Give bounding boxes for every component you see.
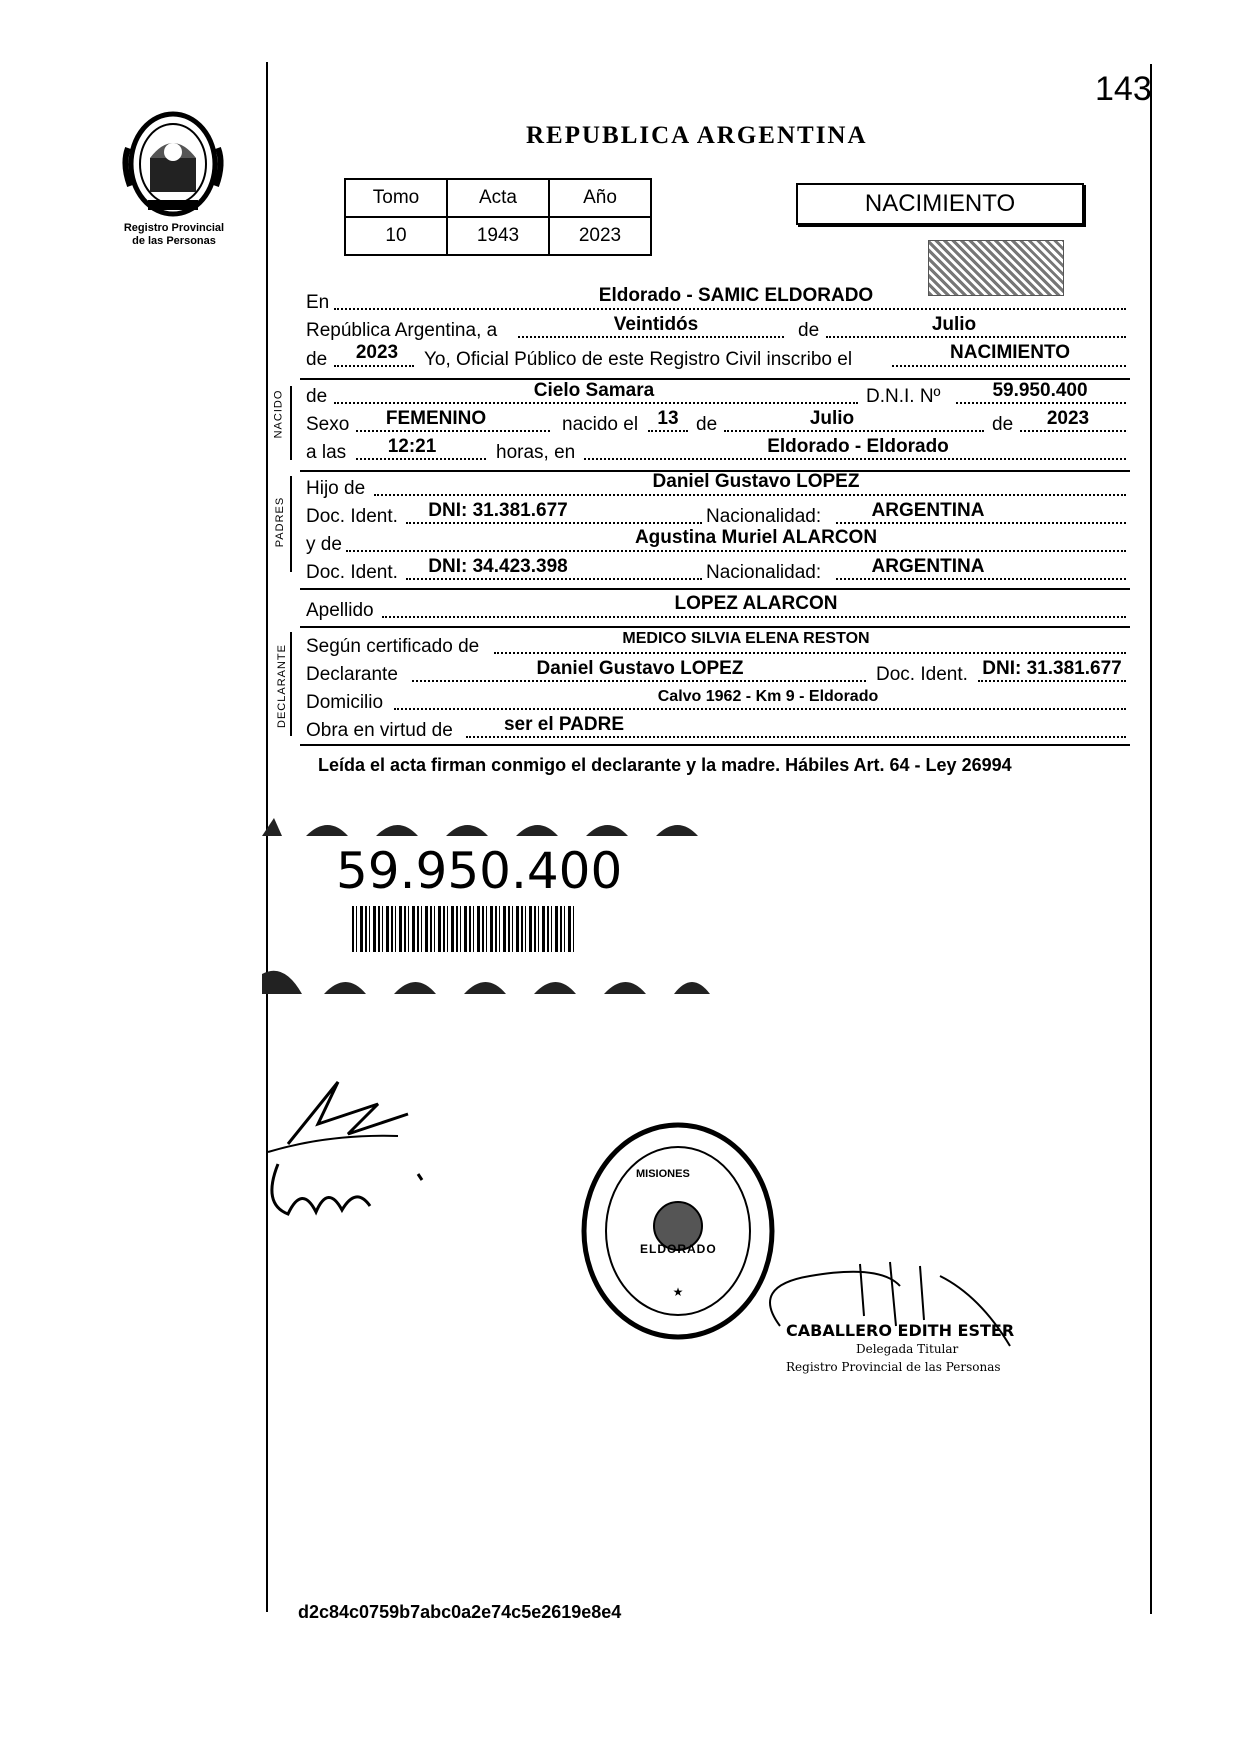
birth-month: Julio <box>809 408 855 429</box>
madre-nac-label: Nacionalidad: <box>706 562 822 583</box>
birth-place: Eldorado - SAMIC ELDORADO <box>598 285 874 306</box>
anio-label: Año <box>549 179 651 217</box>
lugar-nac-dots <box>584 458 1126 460</box>
mes-dots <box>826 336 1126 338</box>
dni-dots <box>956 402 1126 404</box>
declarant-address: Calvo 1962 - Km 9 - Eldorado <box>657 688 879 705</box>
mother-name: Agustina Muriel ALARCON <box>634 527 878 548</box>
mes-nac-dots <box>724 430 984 432</box>
padre-doc-dots <box>406 522 702 524</box>
acta-value: 1943 <box>447 217 549 255</box>
delegate-office: Registro Provincial de las Personas <box>786 1360 1001 1374</box>
child-dni: 59.950.400 <box>992 380 1088 401</box>
padre-doc-label: Doc. Ident. <box>306 506 398 527</box>
madre-doc-dots <box>406 578 702 580</box>
tomo-acta-table <box>344 178 652 256</box>
de-label-1: de <box>798 320 820 341</box>
padres-bracket <box>290 476 298 572</box>
logo-caption-line2: de las Personas <box>132 235 216 247</box>
child-name: Cielo Samara <box>533 380 655 401</box>
padre-nac-label: Nacionalidad: <box>706 506 822 527</box>
registration-day: Veintidós <box>613 314 699 335</box>
nacido-de-label-3: de <box>992 414 1014 435</box>
padres-divider <box>300 588 1130 590</box>
delegate-role: Delegada Titular <box>856 1342 959 1356</box>
cert-label: Según certificado de <box>306 636 480 657</box>
page-number: 143 <box>1095 70 1152 108</box>
apellido-label: Apellido <box>306 600 374 621</box>
surname: LOPEZ ALARCON <box>674 593 838 614</box>
misiones-logo <box>118 108 228 220</box>
father-name: Daniel Gustavo LOPEZ <box>652 471 860 492</box>
madre-nac-dots <box>836 578 1126 580</box>
hijo-de-label: Hijo de <box>306 478 366 499</box>
dni-label: D.N.I. Nº <box>866 386 941 407</box>
tipo-dots <box>892 365 1126 367</box>
mother-document: DNI: 34.423.398 <box>428 556 568 577</box>
domicilio-dots <box>394 708 1126 710</box>
nacido-de-label: de <box>306 386 328 407</box>
madre-dots <box>346 550 1126 552</box>
document-type-box <box>796 183 1084 225</box>
anio-value: 2023 <box>549 217 651 255</box>
child-sex: FEMENINO <box>385 408 487 429</box>
dni-number: 59.950.400 <box>336 842 623 900</box>
padre-dots <box>374 494 1126 496</box>
delegate-name: CABALLERO EDITH ESTER <box>786 1321 1015 1340</box>
security-hologram <box>928 240 1064 296</box>
apellido-dots <box>382 616 1126 618</box>
declarante-section-label: DECLARANTE <box>275 644 288 728</box>
birth-year: 2023 <box>1046 408 1090 429</box>
dni-barcode <box>352 906 574 952</box>
birth-time: 12:21 <box>387 436 437 457</box>
signing-note: Leída el acta firman conmigo el declarante y la madre. Hábiles Art. 64 - Ley 26994 <box>318 755 1012 775</box>
registration-month: Julio <box>931 314 977 335</box>
cert-dots <box>494 652 1126 654</box>
nacido-el-label: nacido el <box>562 414 639 435</box>
declarante-dots <box>412 680 866 682</box>
obra-label: Obra en virtud de <box>306 720 453 741</box>
nacido-section-label: NACIDO <box>272 389 285 439</box>
nacido-de-label-2: de <box>696 414 718 435</box>
declarante-doc-label: Doc. Ident. <box>876 664 968 685</box>
tomo-value: 10 <box>345 217 447 255</box>
mother-nationality: ARGENTINA <box>871 556 985 577</box>
domicilio-label: Domicilio <box>306 692 384 713</box>
republica-label: República Argentina, a <box>306 320 498 341</box>
apellido-divider <box>300 626 1130 628</box>
padres-section-label: PADRES <box>274 496 287 548</box>
anio-nac-dots <box>1020 430 1126 432</box>
anio-dots <box>334 365 414 367</box>
dia-nac-dots <box>648 430 688 432</box>
stamp-center-text: ELDORADO <box>640 1242 717 1256</box>
en-dots <box>334 308 1126 310</box>
right-margin-line <box>1150 64 1152 1614</box>
hora-dots <box>356 458 486 460</box>
alas-label: a las <box>306 442 347 463</box>
declarant-role: ser el PADRE <box>503 714 625 735</box>
registration-year: 2023 <box>355 342 399 363</box>
declarante-doc-dots <box>978 680 1126 682</box>
birth-day: 13 <box>657 408 679 429</box>
declarante-bracket <box>290 632 298 736</box>
logo-caption <box>104 222 244 248</box>
document-title: REPUBLICA ARGENTINA <box>526 122 868 149</box>
registrar-signature <box>258 1074 438 1234</box>
declarant-document: DNI: 31.381.677 <box>982 658 1122 679</box>
father-nationality: ARGENTINA <box>871 500 985 521</box>
logo-caption-line1: Registro Provincial <box>123 222 225 234</box>
horas-label: horas, en <box>496 442 576 463</box>
inscribo-label: Yo, Oficial Público de este Registro Civil inscribo el <box>424 349 853 370</box>
de-label-2: de <box>306 349 328 370</box>
y-de-label: y de <box>306 534 342 555</box>
nacido-bracket <box>290 386 298 460</box>
sexo-dots <box>356 430 550 432</box>
madre-doc-label: Doc. Ident. <box>306 562 398 583</box>
svg-text:★: ★ <box>672 1285 684 1299</box>
declarante-label: Declarante <box>306 664 398 685</box>
obra-dots <box>466 736 1126 738</box>
sexo-label: Sexo <box>306 414 350 435</box>
birth-location: Eldorado - Eldorado <box>767 436 949 457</box>
document-type: NACIMIENTO <box>864 190 1016 217</box>
padre-nac-dots <box>836 522 1126 524</box>
declarante-divider <box>300 744 1130 746</box>
acta-label: Acta <box>447 179 549 217</box>
nombre-dots <box>334 402 858 404</box>
certificate-source: MEDICO SILVIA ELENA RESTON <box>622 630 870 647</box>
signature-block <box>786 1322 1014 1376</box>
dia-dots <box>518 336 784 338</box>
document-hash: d2c84c0759b7abc0a2e74c5e2619e8e4 <box>298 1602 622 1622</box>
en-label: En <box>306 292 330 313</box>
registration-type: NACIMIENTO <box>950 342 1070 363</box>
stamp-side-text: MISIONES <box>636 1168 690 1180</box>
father-document: DNI: 31.381.677 <box>428 500 568 521</box>
declarant-name: Daniel Gustavo LOPEZ <box>536 658 744 679</box>
tomo-label: Tomo <box>345 179 447 217</box>
